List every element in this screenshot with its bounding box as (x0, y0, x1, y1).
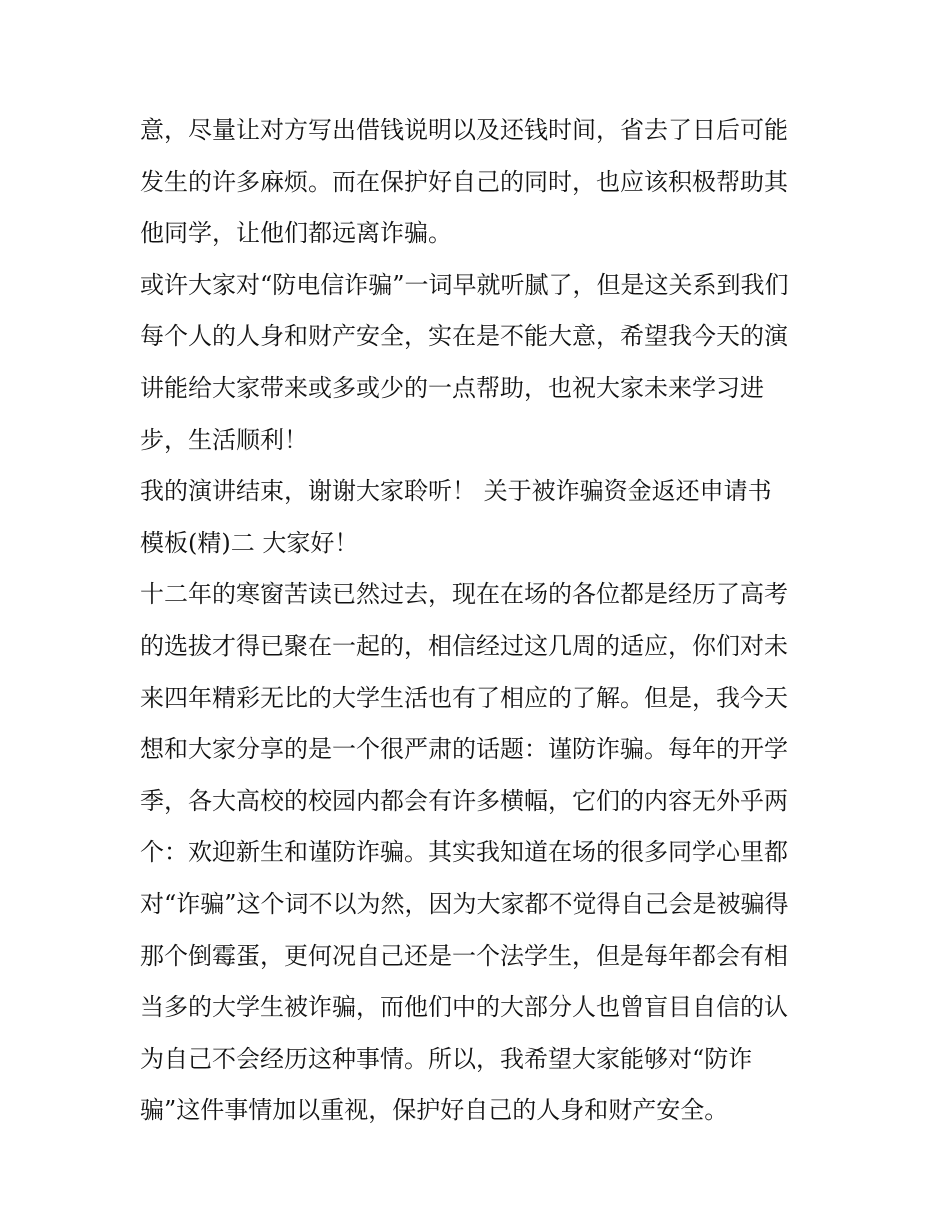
text-line: 来四年精彩无比的大学生活也有了相应的了解。但是，我今天 (140, 683, 788, 712)
text-line: 那个倒霉蛋，更何况自己还是一个法学生，但是每年都会有相 (140, 941, 788, 970)
text-line: 讲能给大家带来或多或少的一点帮助，也祝大家未来学习进 (140, 373, 764, 402)
text-line: 为自己不会经历这种事情。所以，我希望大家能够对“防诈 (140, 1044, 753, 1073)
text-line: 想和大家分享的是一个很严肃的话题：谨防诈骗。每年的开学 (140, 735, 788, 764)
body-text (140, 105, 820, 1137)
text-line: 当多的大学生被诈骗，而他们中的大部分人也曾盲目自信的认 (140, 993, 788, 1022)
text-line: 或许大家对“防电信诈骗”一词早就听腻了，但是这关系到我们 (140, 270, 789, 299)
text-line: 个：欢迎新生和谨防诈骗。其实我知道在场的很多同学心里都 (140, 838, 788, 867)
text-line: 骗”这件事情加以重视，保护好自己的人身和财产安全。 (140, 1096, 729, 1125)
text-line: 我的演讲结束，谢谢大家聆听！ 关于被诈骗资金返还申请书 (140, 477, 772, 506)
text-line: 模板(精)二 大家好！ (140, 528, 359, 557)
text-line: 的选拔才得已聚在一起的，相信经过这几周的适应，你们对未 (140, 631, 788, 660)
text-line: 意，尽量让对方写出借钱说明以及还钱时间，省去了日后可能 (140, 116, 788, 144)
text-line: 步，生活顺利！ (140, 425, 308, 454)
text-line: 季，各大高校的校园内都会有许多横幅，它们的内容无外乎两 (140, 786, 788, 815)
text-line: 十二年的寒窗苦读已然过去，现在在场的各位都是经历了高考 (140, 580, 788, 609)
text-line: 每个人的人身和财产安全，实在是不能大意，希望我今天的演 (140, 322, 788, 351)
text-line: 发生的许多麻烦。而在保护好自己的同时，也应该积极帮助其 (140, 167, 788, 196)
text-line: 对“诈骗”这个词不以为然，因为大家都不觉得自己会是被骗得 (140, 889, 789, 918)
text-line: 他同学，让他们都远离诈骗。 (140, 219, 452, 248)
